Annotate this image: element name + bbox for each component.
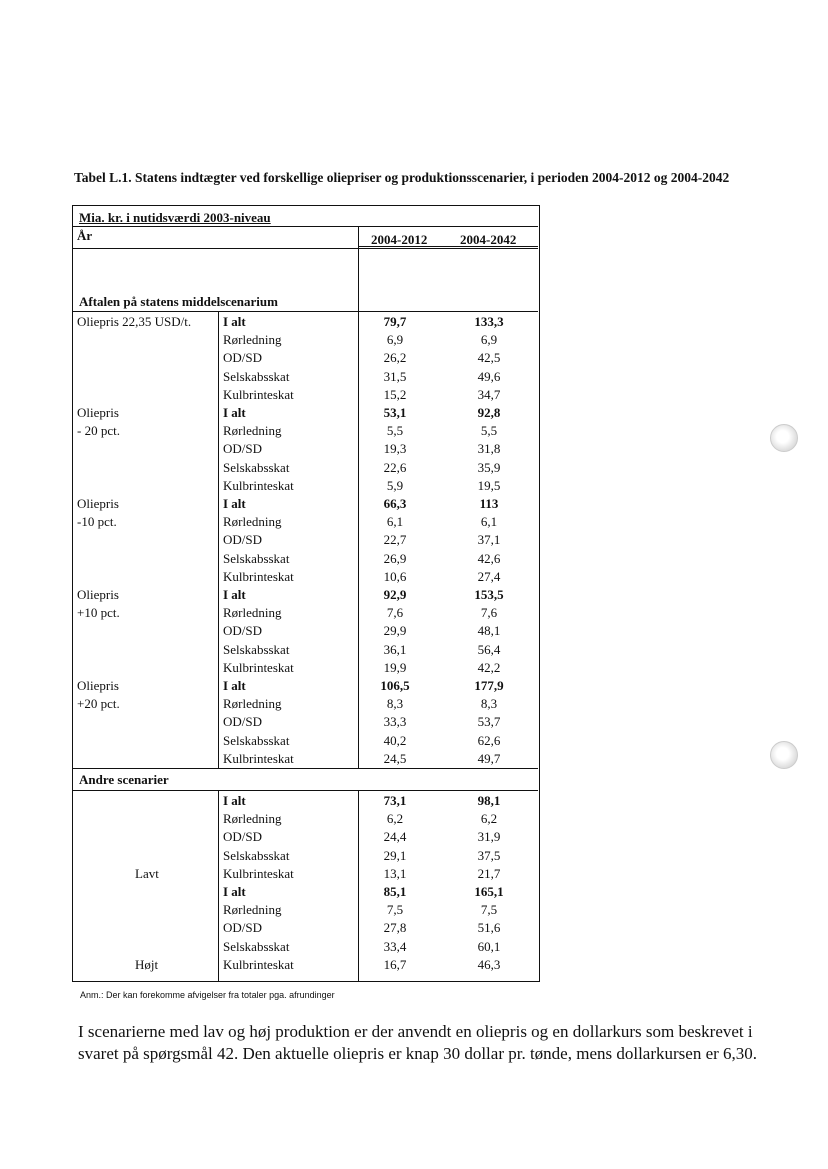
value-2004-2012: 7,5 [386, 902, 404, 918]
row-item-label: I alt [223, 678, 246, 693]
col-header-2004-2012: 2004-2012 [371, 232, 428, 247]
row-item-label: Selskabsskat [223, 732, 290, 748]
row-item-label: OD/SD [223, 623, 263, 639]
value-2004-2012: 7,6 [386, 605, 404, 621]
row-item-label: I alt [223, 884, 246, 899]
value-2004-2042: 31,9 [477, 829, 501, 845]
value-2004-2012: 10,6 [383, 568, 407, 584]
row-item-label: Kulbrinteskat [223, 750, 294, 766]
value-2004-2012: 79,7 [383, 314, 407, 329]
value-2004-2012: 33,4 [383, 938, 407, 954]
value-2004-2012: 19,3 [383, 441, 407, 457]
row-item-label: OD/SD [223, 920, 263, 936]
value-2004-2012: 26,2 [383, 350, 407, 366]
row-item-label: I alt [223, 405, 246, 420]
group-label: Oliepris 22,35 USD/t. [77, 314, 192, 329]
row-item-label: Selskabsskat [223, 368, 290, 384]
value-2004-2042: 6,2 [480, 811, 498, 827]
value-2004-2042: 51,6 [477, 920, 501, 936]
value-2004-2012: 5,9 [386, 477, 404, 493]
unit-label: Mia. kr. i nutidsværdi 2003-niveau [79, 210, 271, 225]
value-2004-2042: 92,8 [477, 405, 501, 420]
value-2004-2042: 46,3 [477, 956, 501, 972]
value-2004-2012: 22,6 [383, 459, 407, 475]
value-2004-2042: 8,3 [480, 696, 498, 712]
value-2004-2042: 49,7 [477, 750, 501, 766]
group-sublabel: +10 pct. [77, 605, 120, 621]
table-caption: Tabel L.1. Statens indtægter ved forskellige oliepriser og produktionsscenarier, i perioden 2004-2012 og 2004-2042 [74, 170, 730, 185]
value-2004-2042: 49,6 [477, 368, 501, 384]
value-2004-2012: 8,3 [386, 696, 404, 712]
row-item-label: OD/SD [223, 532, 263, 548]
value-2004-2042: 98,1 [477, 793, 501, 808]
value-2004-2012: 29,9 [383, 623, 407, 639]
group-sublabel: +20 pct. [77, 696, 120, 712]
row-item-label: Kulbrinteskat [223, 386, 294, 402]
group-sublabel: -10 pct. [77, 514, 117, 530]
punch-hole [770, 424, 798, 452]
punch-hole [770, 741, 798, 769]
value-2004-2012: 19,9 [383, 659, 407, 675]
value-2004-2042: 34,7 [477, 386, 501, 402]
value-2004-2012: 53,1 [383, 405, 407, 420]
group-label: Oliepris [77, 587, 119, 602]
scenario-high-label: Højt [135, 956, 159, 972]
row-item-label: Selskabsskat [223, 641, 290, 657]
value-2004-2042: 37,5 [477, 847, 501, 863]
value-2004-2012: 40,2 [383, 732, 407, 748]
value-2004-2042: 42,5 [477, 350, 501, 366]
row-item-label: Rørledning [223, 811, 282, 827]
row-item-label: Selskabsskat [223, 550, 290, 566]
value-2004-2042: 37,1 [477, 532, 501, 548]
value-2004-2042: 62,6 [477, 732, 501, 748]
value-2004-2012: 16,7 [383, 956, 407, 972]
row-item-label: I alt [223, 496, 246, 511]
value-2004-2042: 7,5 [480, 902, 498, 918]
value-2004-2042: 153,5 [474, 587, 504, 602]
row-item-label: Kulbrinteskat [223, 568, 294, 584]
value-2004-2042: 177,9 [474, 678, 504, 693]
value-2004-2042: 31,8 [477, 441, 501, 457]
value-2004-2042: 21,7 [477, 865, 501, 881]
row-item-label: OD/SD [223, 829, 263, 845]
value-2004-2012: 106,5 [380, 678, 410, 693]
value-2004-2042: 53,7 [477, 714, 501, 730]
group-sublabel: - 20 pct. [77, 423, 120, 439]
value-2004-2012: 24,4 [383, 829, 407, 845]
value-2004-2012: 15,2 [383, 386, 407, 402]
value-2004-2012: 6,1 [386, 514, 404, 530]
value-2004-2012: 29,1 [383, 847, 407, 863]
body-paragraph: I scenarierne med lav og høj produktion er der anvendt en oliepris og en dollarkurs som beskrevet i svaret på spørgsmål 42. Den aktuelle oliepris er knap 30 dollar pr. tønde, mens dollarkursen er 6,30. [78, 1022, 758, 1063]
row-item-label: Selskabsskat [223, 459, 290, 475]
value-2004-2012: 33,3 [383, 714, 407, 730]
value-2004-2012: 5,5 [386, 423, 404, 439]
row-item-label: Rørledning [223, 332, 282, 348]
section-middle-scenario: Aftalen på statens middelscenarium [79, 294, 278, 309]
value-2004-2012: 73,1 [383, 793, 407, 808]
value-2004-2012: 66,3 [383, 496, 407, 511]
value-2004-2012: 6,9 [386, 332, 404, 348]
value-2004-2012: 22,7 [383, 532, 407, 548]
value-2004-2012: 31,5 [383, 368, 407, 384]
value-2004-2042: 5,5 [480, 423, 498, 439]
row-item-label: OD/SD [223, 714, 263, 730]
row-item-label: I alt [223, 793, 246, 808]
value-2004-2042: 6,9 [480, 332, 498, 348]
row-item-label: Selskabsskat [223, 847, 290, 863]
row-item-label: Rørledning [223, 902, 282, 918]
value-2004-2012: 6,2 [386, 811, 404, 827]
value-2004-2012: 26,9 [383, 550, 407, 566]
revenue-table [72, 205, 540, 982]
value-2004-2042: 19,5 [477, 477, 501, 493]
value-2004-2012: 36,1 [383, 641, 407, 657]
year-label: År [77, 228, 93, 243]
section-other-scenarios: Andre scenarier [79, 772, 169, 787]
row-item-label: Kulbrinteskat [223, 865, 294, 881]
value-2004-2012: 24,5 [383, 750, 407, 766]
value-2004-2042: 48,1 [477, 623, 501, 639]
row-item-label: Kulbrinteskat [223, 956, 294, 972]
col-header-2004-2042: 2004-2042 [460, 232, 517, 247]
row-item-label: OD/SD [223, 441, 263, 457]
value-2004-2042: 35,9 [477, 459, 501, 475]
value-2004-2042: 165,1 [474, 884, 504, 899]
row-item-label: I alt [223, 314, 246, 329]
row-item-label: Rørledning [223, 514, 282, 530]
row-item-label: Kulbrinteskat [223, 659, 294, 675]
row-item-label: Rørledning [223, 605, 282, 621]
row-item-label: Rørledning [223, 423, 282, 439]
row-item-label: Selskabsskat [223, 938, 290, 954]
value-2004-2042: 7,6 [480, 605, 498, 621]
row-item-label: I alt [223, 587, 246, 602]
group-label: Oliepris [77, 678, 119, 693]
value-2004-2012: 92,9 [383, 587, 407, 602]
group-label: Oliepris [77, 405, 119, 420]
table-note: Anm.: Der kan forekomme afvigelser fra totaler pga. afrundinger [80, 990, 335, 1000]
value-2004-2042: 113 [479, 496, 499, 511]
scenario-low-label: Lavt [135, 865, 159, 881]
value-2004-2042: 42,6 [477, 550, 501, 566]
value-2004-2042: 27,4 [477, 568, 501, 584]
group-label: Oliepris [77, 496, 119, 511]
value-2004-2012: 13,1 [383, 865, 407, 881]
value-2004-2012: 27,8 [383, 920, 407, 936]
value-2004-2042: 60,1 [477, 938, 501, 954]
row-item-label: Rørledning [223, 696, 282, 712]
value-2004-2042: 133,3 [474, 314, 504, 329]
row-item-label: OD/SD [223, 350, 263, 366]
row-item-label: Kulbrinteskat [223, 477, 294, 493]
value-2004-2042: 42,2 [477, 659, 501, 675]
value-2004-2042: 6,1 [480, 514, 498, 530]
value-2004-2012: 85,1 [383, 884, 407, 899]
value-2004-2042: 56,4 [477, 641, 501, 657]
